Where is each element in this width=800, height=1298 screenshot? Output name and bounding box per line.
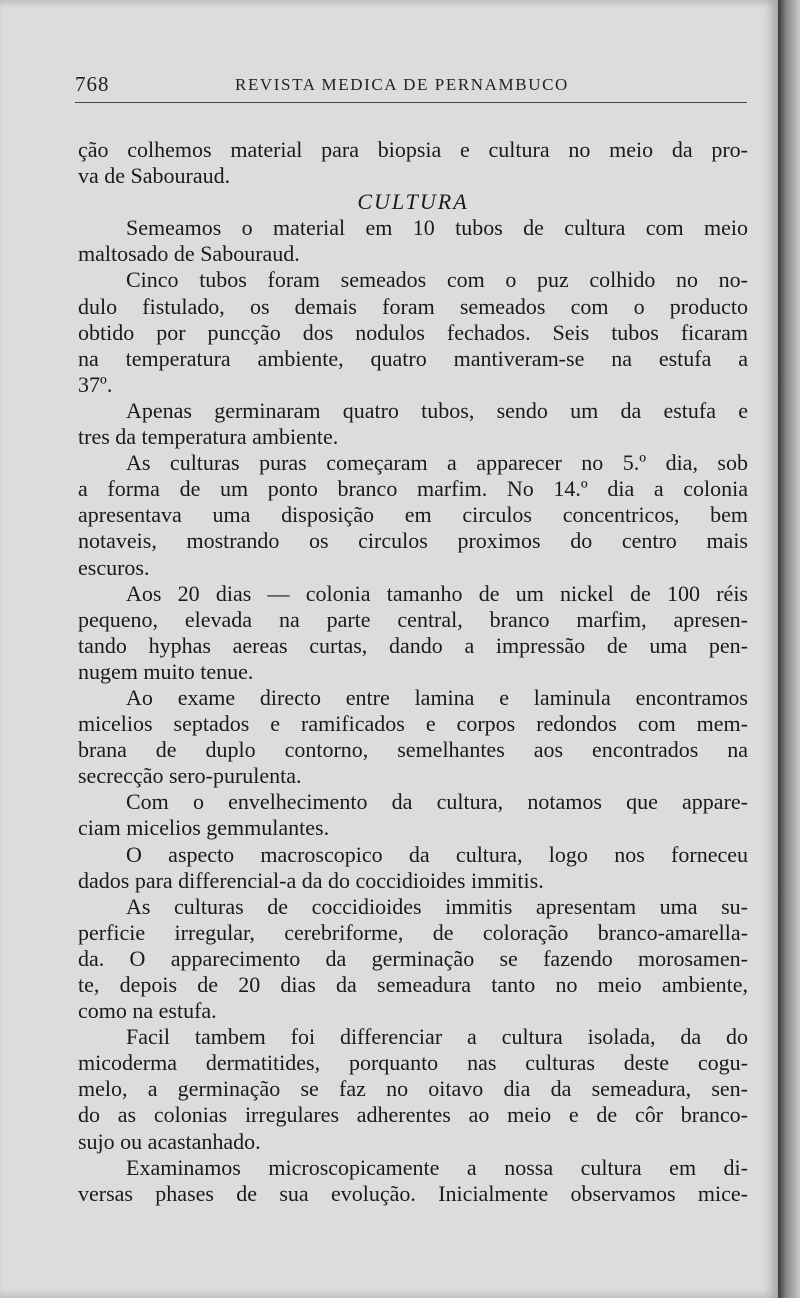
text-line: do as colonias irregulares adherentes ao meio e de côr branco-	[78, 1102, 748, 1128]
text-line: notaveis, mostrando os circulos proximos do centro mais	[78, 528, 748, 554]
text-line: nugem muito tenue.	[78, 658, 254, 684]
text-line: escuros.	[78, 554, 150, 580]
text-line: brana de duplo contorno, semelhantes aos encontrados na	[78, 737, 748, 763]
text-line: ção colhemos material para biopsia e cultura no meio da pro-	[78, 137, 748, 162]
text-line: As culturas puras começaram a apparecer no 5.º dia, sob	[126, 450, 748, 476]
text-line: micelios septados e ramificados e corpos redondos com mem-	[78, 711, 748, 737]
text-line: Ao exame directo entre lamina e laminula encontramos	[126, 684, 748, 710]
header-rule	[75, 102, 747, 103]
text-line: apresentava uma disposição em circulos concentricos, bem	[78, 502, 748, 528]
body-text	[78, 137, 748, 1207]
page-edge-shadow	[778, 0, 800, 1298]
text-line: Examinamos microscopicamente a nossa cultura em di-	[126, 1154, 748, 1180]
text-line: melo, a germinação se faz no oitavo dia da semeadura, sen-	[78, 1076, 748, 1102]
text-line: maltosado de Sabouraud.	[78, 241, 300, 267]
section-title: CULTURA	[357, 189, 469, 215]
text-line: tando hyphas aereas curtas, dando a impressão de uma pen-	[78, 632, 748, 658]
text-line: pequeno, elevada na parte central, branco marfim, apresen-	[78, 606, 748, 632]
text-line: versas phases de sua evolução. Inicialmente observamos mice-	[78, 1180, 748, 1206]
page-number: 768	[75, 72, 110, 96]
text-line: O aspecto macroscopico da cultura, logo nos forneceu	[126, 841, 748, 867]
text-line: a forma de um ponto branco marfim. No 14.º dia a colonia	[78, 476, 748, 502]
text-line: obtido por puncção dos nodulos fechados. Seis tubos ficaram	[78, 319, 748, 345]
text-line: Facil tambem foi differenciar a cultura isolada, da do	[126, 1024, 748, 1050]
text-line: Semeamos o material em 10 tubos de cultura com meio	[126, 215, 748, 241]
text-line: dados para differencial-a da do coccidioides immitis.	[78, 867, 544, 893]
text-line: Apenas germinaram quatro tubos, sendo um da estufa e	[126, 397, 748, 423]
text-line: Aos 20 dias — colonia tamanho de um nickel de 100 réis	[126, 580, 748, 606]
text-line: como na estufa.	[78, 998, 217, 1024]
text-line: ciam micelios gemmulantes.	[78, 815, 330, 841]
text-line: micoderma dermatitides, porquanto nas culturas deste cogu-	[78, 1050, 748, 1076]
text-line: secrecção sero-purulenta.	[78, 763, 302, 789]
text-line: As culturas de coccidioides immitis apresentam uma su-	[126, 893, 748, 919]
text-line: te, depois de 20 dias da semeadura tanto no meio ambiente,	[78, 972, 748, 997]
text-line: perficie irregular, cerebriforme, de coloração branco-amarella-	[78, 919, 748, 945]
text-line: tres da temperatura ambiente.	[78, 424, 339, 450]
text-line: da. O apparecimento da germinação se fazendo morosamen-	[78, 945, 748, 971]
text-line: na temperatura ambiente, quatro mantiveram-se na estufa a	[78, 345, 748, 371]
text-line: sujo ou acastanhado.	[78, 1128, 261, 1154]
text-line: 37º.	[78, 371, 113, 397]
text-line: va de Sabouraud.	[78, 163, 231, 189]
text-line: dulo fistulado, os demais foram semeados com o producto	[78, 293, 748, 319]
running-head: REVISTA MEDICA DE PERNAMBUCO	[235, 75, 569, 94]
text-line: Com o envelhecimento da cultura, notamos que appare-	[126, 789, 748, 815]
page-header	[75, 72, 750, 102]
text-line: Cinco tubos foram semeados com o puz colhido no no-	[126, 267, 748, 293]
